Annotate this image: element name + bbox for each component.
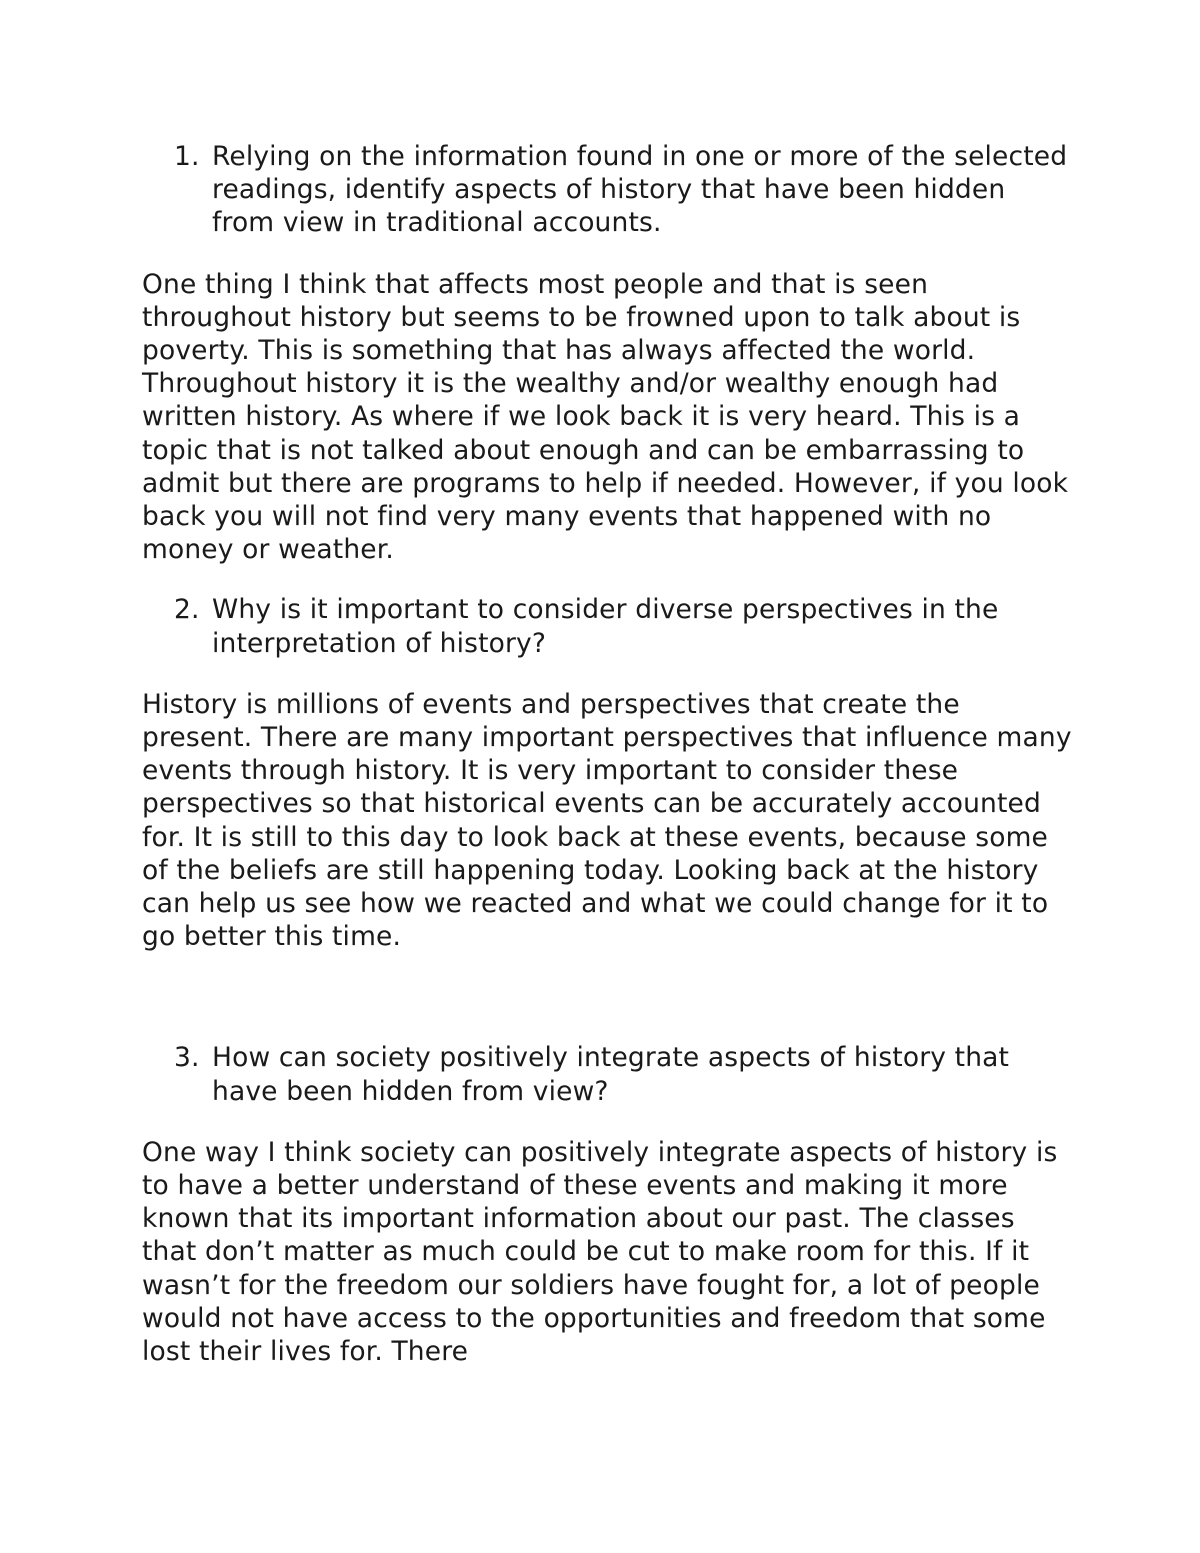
answer-3: One way I think society can positively integrate aspects of history is to have a better understand of these events and making it more known that its important information about our past. The classes that don’t matter as much could be cut to make room for this. If it wasn’t for the freedom our soldiers have fought for, a lot of people would not have access to the opportunities and freedom that some lost their lives for. There: [142, 1136, 1058, 1368]
question-1: [142, 140, 1072, 240]
question-number: 2.: [174, 594, 200, 626]
question-text: Relying on the information found in one or more of the selected readings, identify aspects of history that have been hidden from view in traditional accounts.: [212, 141, 1068, 239]
question-number: 1.: [174, 141, 200, 172]
document-body: [142, 140, 1072, 1368]
answer-1: One thing I think that affects most people and that is seen throughout history but seems to be frowned upon to talk about is poverty. This is something that has always affected the world. Throughout history it is the wealthy and/or wealthy enough had written history. As where if we look back it is very heard. This is a topic that is not talked about enough and can be embarrassing to admit but there are programs to help if needed. However, if you look back you will not find very many events that happened with no money or weather.: [142, 268, 1069, 566]
question-3: [142, 1041, 1072, 1107]
answer-2: History is millions of events and perspectives that create the present. There are many important perspectives that influence many events through history. It is very important to consider these perspectives so that historical events can be accurately accounted for. It is still to this day to look back at these events, because some of the beliefs are still happening today. Looking back at the history can help us see how we reacted and what we could change for it to go better this time.: [142, 688, 1072, 953]
question-2: [142, 593, 1072, 659]
question-text: How can society positively integrate aspects of history that have been hidden from view?: [212, 1042, 1010, 1107]
question-number: 3.: [174, 1042, 200, 1074]
question-text: Why is it important to consider diverse perspectives in the interpretation of history?: [212, 594, 999, 659]
